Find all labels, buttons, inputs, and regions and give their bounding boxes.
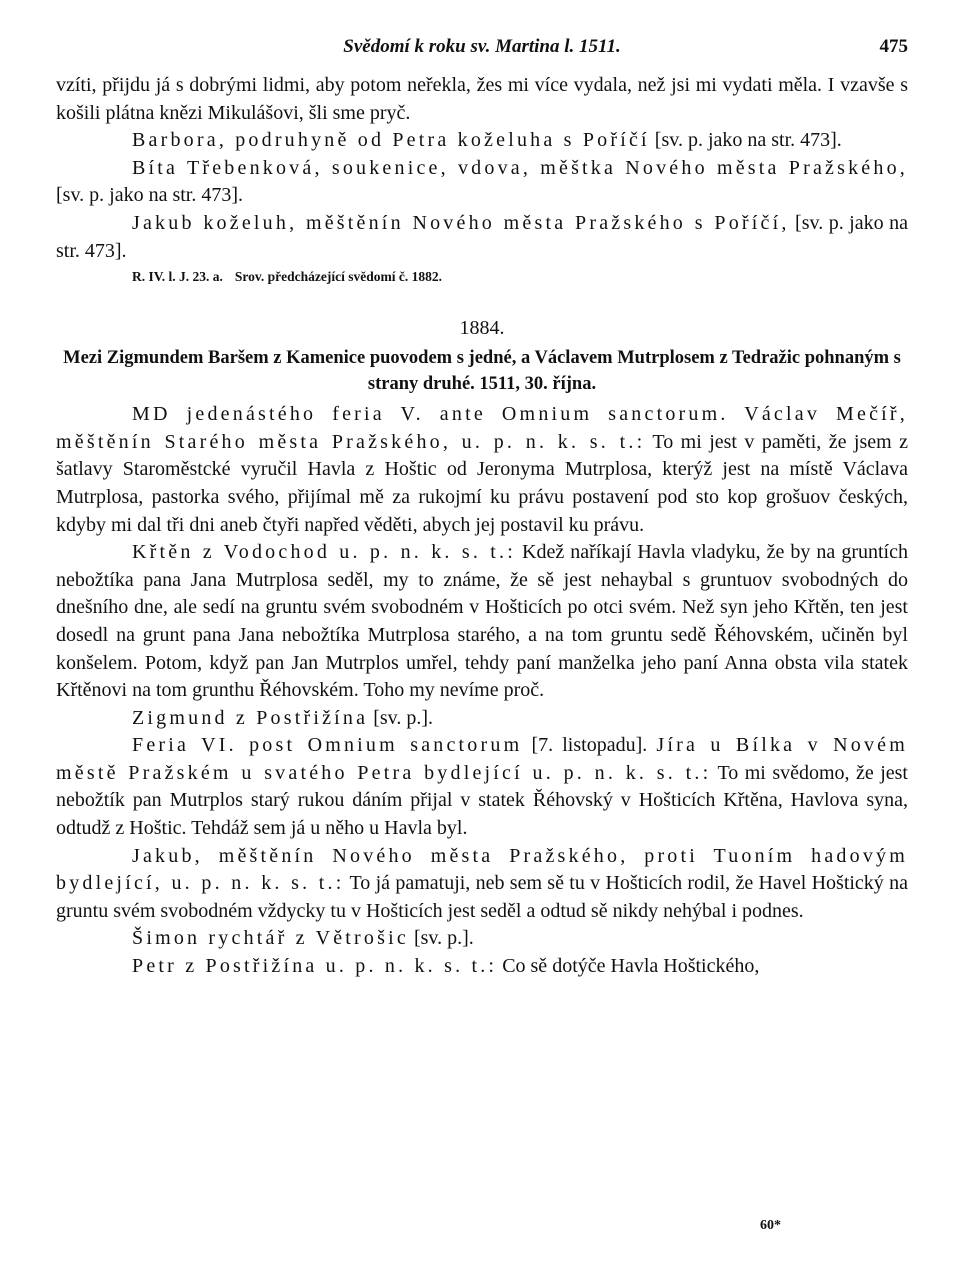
witness-entry: Bíta Třebenková, soukenice, vdova, měštka Nového města Pražského, [sv. p. jako na str. 473]. xyxy=(56,156,908,207)
witness-name: Barbora, podruhyně od Petra koželuha s Poříčí xyxy=(132,129,650,152)
witness-name: Bíta Třebenková, soukenice, vdova, měštka Nového města Pražského, xyxy=(132,156,908,179)
source-reference: R. IV. l. J. 23. a. Srov. předcházející svědomí č. 1882. xyxy=(132,269,442,285)
testimony-paragraph: Feria VI. post Omnium sanctorum [7. listopadu]. Jíra u Bílka v Novém městě Pražském u svatého Petra bydlející u. p. n. k. s. t.: To mi svědomo, že jest nebožtík pan Mutrplos starý rukou dáním přijal v statek Řéhovský v Hošticích Křtěna, Havlova syna, odtudž z Hoštic. Tehdáž sem já u něho u Havla byl. xyxy=(56,734,908,840)
testimony-paragraph: Křtěn z Vodochod u. p. n. k. s. t.: Kdež naříkají Havla vladyku, že by na gruntích nebožtíka pana Jana Mutrplosa seděl, my to známe, že sě jest nehaybal s gruntuov svobodných do dnešního dne, ale sedí na gruntu svém svobodném v Hošticích po otci svém. Než syn jeho Křtěn, ten jest dosedl na grunt pana Jana nebožtíka Mutrplosa starého, a na tom gruntu sedě Řéhovském, učiněn byl konšelem. Potom, když pan Jan Mutrplos umřel, tehdy paní manželka jeho paní Anna obsta vila statek Křtěnovi na tom grunthu Řéhovském. Toho my nevíme proč. xyxy=(56,541,908,702)
running-title: Svědomí k roku sv. Martina l. 1511. xyxy=(343,36,621,57)
entry-heading: Mezi Zigmundem Baršem z Kamenice puovodem s jedné, a Václavem Mutrplosem z Tedražic pohnaným s strany druhé. 1511, 30. října. xyxy=(63,348,901,395)
running-header xyxy=(56,36,908,72)
testimony-paragraph: Petr z Postřižína u. p. n. k. s. t.: Co sě dotýče Havla Hoštického, xyxy=(132,955,760,978)
witness-entry: Barbora, podruhyně od Petra koželuha s Poříčí [sv. p. jako na str. 473]. xyxy=(132,129,842,152)
testimony-paragraph: Jakub, měštěnín Nového města Pražského, proti Tuoním hadovým bydlející, u. p. n. k. s. t.: To já pamatuji, neb sem sě tu v Hošticích rodil, že Havel Hoštický na gruntu svém svobodném vždycky tu v Hošticích jest seděl a odtud sě nikdy nehýbal i podnes. xyxy=(56,844,908,922)
continuation-paragraph: vzíti, přijdu já s dobrými lidmi, aby potom neřekla, žes mi více vydala, než jsi mi vydati měla. I vzavše s košili plátna knězi Mikulášovi, šli sme pryč. xyxy=(56,74,908,124)
testimony-paragraph: Zigmund z Postřižína [sv. p.]. xyxy=(132,706,434,729)
entry-number: 1884. xyxy=(459,317,505,340)
page-number: 475 xyxy=(879,36,908,57)
testimony-paragraph: MD jedenástého feria V. ante Omnium sanctorum. Václav Mečíř, měštěnín Starého města Pražského, u. p. n. k. s. t.: To mi jest v paměti, že jsem z šatlavy Staroměstcké vyručil Havla z Hoštic od Jeronyma Mutrplosa, kterýž jest na místě Václava Mutrplosa, pastorka svého, přijímal mě za rukojmí ku právu postavení pod sto kop grošuov českých, kdyby mi dal tři dni aneb čtyři napřed věděti, abych jej postavil ku právu. xyxy=(56,403,908,536)
witness-entry: Jakub koželuh, měštěnín Nového města Pražského s Poříčí, [sv. p. jako na str. 473]. xyxy=(56,211,908,262)
witness-name: Jakub koželuh, měštěnín Nového města Pražského s Poříčí, xyxy=(132,211,790,234)
testimony-paragraph: Šimon rychtář z Větrošic [sv. p.]. xyxy=(132,927,474,950)
document-page xyxy=(56,36,908,981)
signature-mark: 60* xyxy=(760,1218,781,1233)
